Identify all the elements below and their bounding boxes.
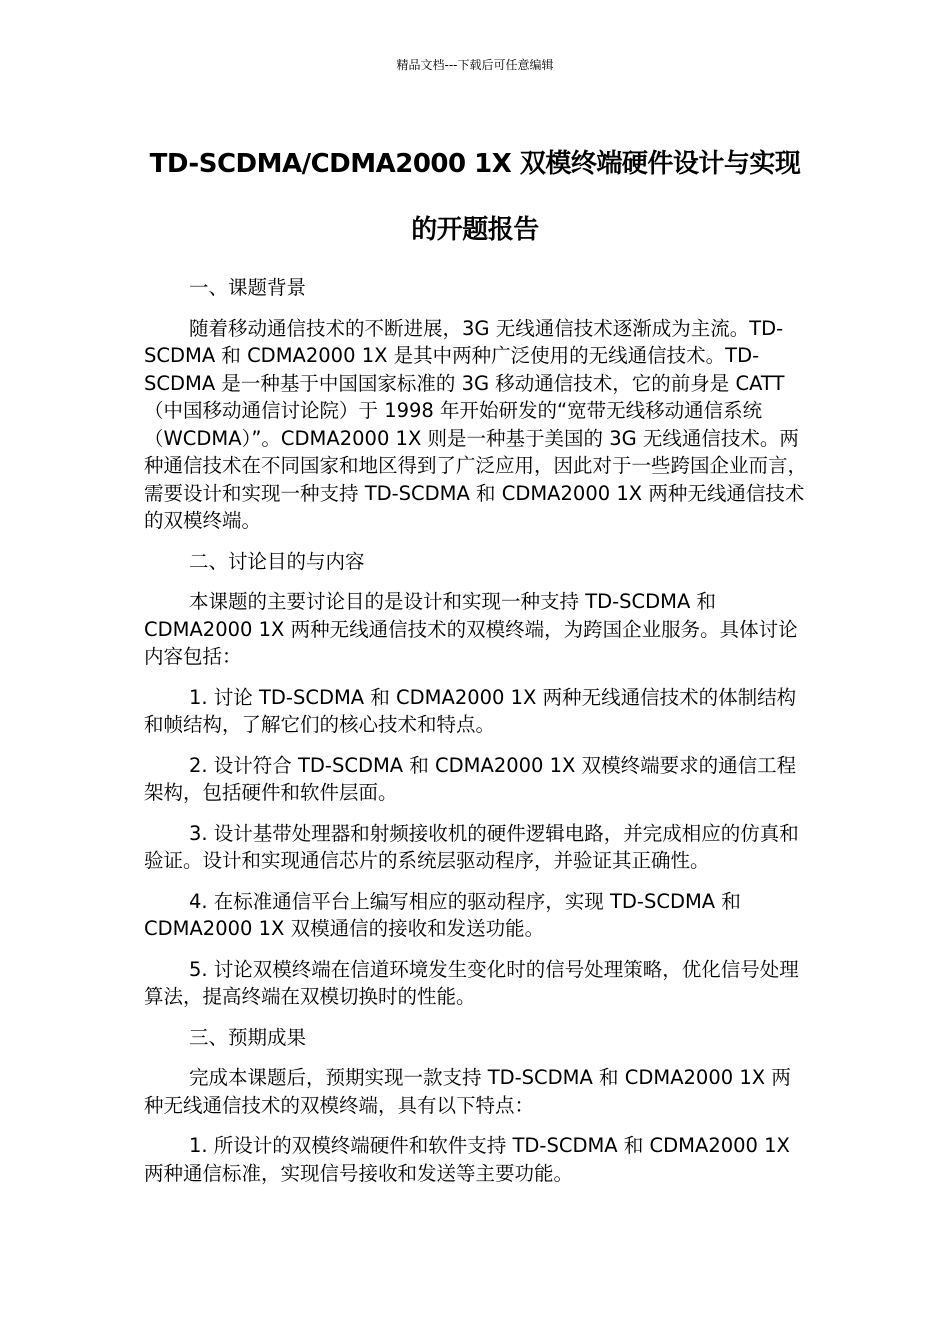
paragraph-results: 完成本课题后，预期实现一款支持 TD-SCDMA 和 CDMA2000 1X 两种无线通信技术的双模终端，具有以下特点： [144, 1066, 791, 1117]
section-heading-background: 一、课题背景 [189, 276, 307, 299]
list-item: 1. 所设计的双模终端硬件和软件支持 TD-SCDMA 和 CDMA2000 1X 两种通信标准，实现信号接收和发送等主要功能。 [144, 1134, 790, 1185]
paragraph-purpose: 本课题的主要讨论目的是设计和实现一种支持 TD-SCDMA 和 CDMA2000 1X 两种无线通信技术的双模终端，为跨国企业服务。具体讨论内容包括： [144, 590, 798, 668]
document-body [144, 274, 808, 1200]
document-title: TD-SCDMA/CDMA2000 1X 双模终端硬件设计与实现的开题报告 [149, 149, 801, 245]
list-item: 1. 讨论 TD-SCDMA 和 CDMA2000 1X 两种无线通信技术的体制结构和帧结构，了解它们的核心技术和特点。 [144, 685, 797, 736]
header-note: 精品文档---下载后可任意编辑 [396, 58, 554, 72]
list-item: 2. 设计符合 TD-SCDMA 和 CDMA2000 1X 双模终端要求的通信工程架构，包括硬件和软件层面。 [144, 753, 797, 804]
paragraph-background: 随着移动通信技术的不断进展，3G 无线通信技术逐渐成为主流。TD-SCDMA 和 CDMA2000 1X 是其中两种广泛使用的无线通信技术。TD-SCDMA 是一种基于中国国家标准的 3G 移动通信技术，它的前身是 CATT（中国移动通信讨论院）于 1998 年开始研发的“宽带无线移动通信系统（WCDMA）”。CDMA2000 1X 则是一种基于美国的 3G 无线通信技术。两种通信技术在不同国家和地区得到了广泛应用，因此对于一些跨国企业而言，需要设计和实现一种支持 TD-SCDMA 和 CDMA2000 1X 两种无线通信技术的双模终端。 [144, 316, 808, 532]
section-heading-results: 三、预期成果 [189, 1025, 307, 1049]
section-heading-purpose: 二、讨论目的与内容 [189, 549, 365, 573]
list-item: 3. 设计基带处理器和射频接收机的硬件逻辑电路，并完成相应的仿真和验证。设计和实现通信芯片的系统层驱动程序，并验证其正确性。 [144, 821, 799, 872]
list-item: 5. 讨论双模终端在信道环境发生变化时的信号处理策略，优化信号处理算法，提高终端在双模切换时的性能。 [144, 957, 799, 1008]
list-item: 4. 在标准通信平台上编写相应的驱动程序，实现 TD-SCDMA 和 CDMA2000 1X 双模通信的接收和发送功能。 [144, 889, 741, 940]
